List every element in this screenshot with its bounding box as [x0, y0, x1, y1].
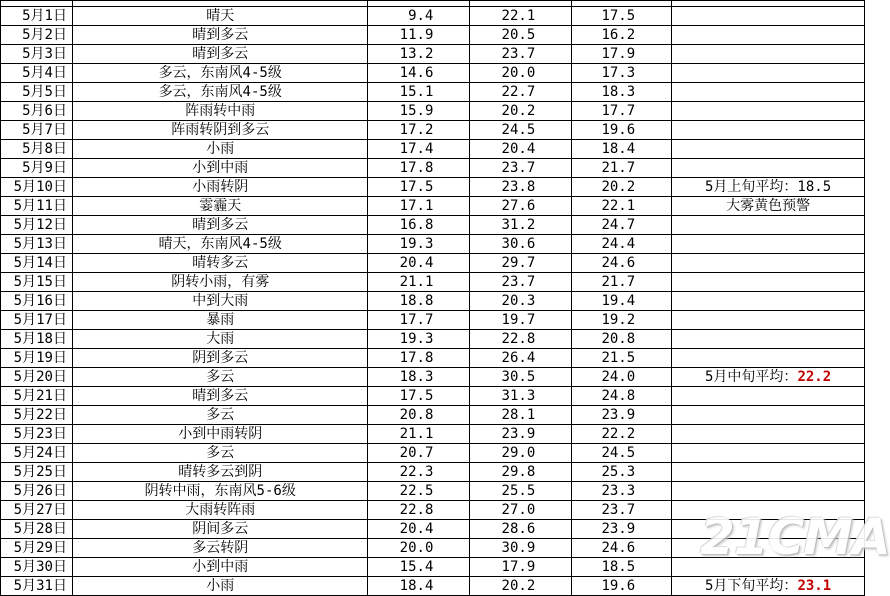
date-cell[interactable]: 5月12日	[1, 216, 73, 235]
weather-cell[interactable]: 晴天，东南风4-5级	[72, 235, 368, 254]
table-row	[1, 349, 865, 368]
avg-temp-cell[interactable]: 24.0	[572, 368, 672, 387]
low-temp-cell[interactable]: 20.7	[368, 444, 470, 463]
note-cell[interactable]	[672, 45, 865, 64]
weather-cell[interactable]: 多云	[72, 368, 368, 387]
table-row	[1, 444, 865, 463]
high-temp-cell[interactable]: 27.0	[470, 501, 572, 520]
note-cell[interactable]	[672, 444, 865, 463]
table-row	[1, 235, 865, 254]
avg-temp-cell[interactable]: 25.3	[572, 463, 672, 482]
date-cell[interactable]: 5月17日	[1, 311, 73, 330]
table-row	[1, 368, 865, 387]
weather-cell[interactable]: 多云，东南风4-5级	[72, 83, 368, 102]
high-temp-cell[interactable]: 24.5	[470, 121, 572, 140]
high-temp-cell[interactable]: 29.0	[470, 444, 572, 463]
high-temp-cell[interactable]: 20.3	[470, 292, 572, 311]
weather-cell[interactable]: 小雨	[72, 577, 368, 596]
avg-temp-cell[interactable]: 20.2	[572, 178, 672, 197]
weather-cell[interactable]: 晴转多云	[72, 254, 368, 273]
date-cell[interactable]: 5月26日	[1, 482, 73, 501]
high-temp-cell[interactable]: 23.9	[470, 425, 572, 444]
weather-cell[interactable]: 阴转小雨，有雾	[72, 273, 368, 292]
table-row	[1, 311, 865, 330]
date-cell[interactable]: 5月5日	[1, 83, 73, 102]
high-temp-cell[interactable]: 23.7	[470, 273, 572, 292]
avg-temp-cell[interactable]: 17.3	[572, 64, 672, 83]
avg-temp-cell[interactable]: 19.2	[572, 311, 672, 330]
table-row	[1, 273, 865, 292]
note-cell[interactable]	[672, 121, 865, 140]
high-temp-cell[interactable]: 23.7	[470, 45, 572, 64]
date-cell[interactable]: 5月20日	[1, 368, 73, 387]
weather-cell[interactable]: 阵雨转阴到多云	[72, 121, 368, 140]
table-row	[1, 425, 865, 444]
note-cell[interactable]	[672, 406, 865, 425]
note-average-value: 23.1	[797, 578, 832, 594]
avg-temp-cell[interactable]: 19.6	[572, 121, 672, 140]
high-temp-cell[interactable]: 25.5	[470, 482, 572, 501]
avg-temp-cell[interactable]: 24.4	[572, 235, 672, 254]
avg-temp-cell[interactable]: 18.3	[572, 83, 672, 102]
note-cell[interactable]	[672, 159, 865, 178]
date-cell[interactable]: 5月3日	[1, 45, 73, 64]
date-cell[interactable]: 5月21日	[1, 387, 73, 406]
watermark-logo: 21CMA	[700, 508, 890, 566]
table-row	[1, 140, 865, 159]
avg-temp-cell[interactable]: 24.5	[572, 444, 672, 463]
table-row	[1, 64, 865, 83]
low-temp-cell[interactable]: 13.2	[368, 45, 470, 64]
high-temp-cell[interactable]: 28.1	[470, 406, 572, 425]
date-cell[interactable]: 5月30日	[1, 558, 73, 577]
date-cell[interactable]: 5月24日	[1, 444, 73, 463]
high-temp-cell[interactable]: 20.4	[470, 140, 572, 159]
avg-temp-cell[interactable]: 24.6	[572, 539, 672, 558]
high-temp-cell[interactable]: 20.2	[470, 102, 572, 121]
date-cell[interactable]: 5月14日	[1, 254, 73, 273]
avg-temp-cell[interactable]: 21.7	[572, 159, 672, 178]
weather-cell[interactable]: 多云，东南风4-5级	[72, 64, 368, 83]
low-temp-cell[interactable]: 17.8	[368, 349, 470, 368]
date-cell[interactable]: 5月10日	[1, 178, 73, 197]
avg-temp-cell[interactable]: 21.5	[572, 349, 672, 368]
weather-cell[interactable]: 中到大雨	[72, 292, 368, 311]
table-row	[1, 387, 865, 406]
date-cell[interactable]: 5月8日	[1, 140, 73, 159]
weather-cell[interactable]: 小到中雨	[72, 159, 368, 178]
low-temp-cell[interactable]: 20.4	[368, 254, 470, 273]
table-row	[1, 197, 865, 216]
table-row	[1, 577, 865, 596]
avg-temp-cell[interactable]: 18.5	[572, 558, 672, 577]
low-temp-cell[interactable]: 20.0	[368, 539, 470, 558]
date-cell[interactable]: 5月25日	[1, 463, 73, 482]
table-row	[1, 216, 865, 235]
low-temp-cell[interactable]: 21.1	[368, 273, 470, 292]
avg-temp-cell[interactable]: 23.7	[572, 501, 672, 520]
avg-temp-cell[interactable]: 19.4	[572, 292, 672, 311]
table-row	[1, 45, 865, 64]
high-temp-cell[interactable]: 26.4	[470, 349, 572, 368]
note-cell[interactable]	[672, 83, 865, 102]
avg-temp-cell[interactable]: 24.7	[572, 216, 672, 235]
low-temp-cell[interactable]: 15.9	[368, 102, 470, 121]
note-cell[interactable]	[672, 292, 865, 311]
weather-cell[interactable]: 小雨转阴	[72, 178, 368, 197]
note-cell[interactable]	[672, 463, 865, 482]
high-temp-cell[interactable]: 31.2	[470, 216, 572, 235]
avg-temp-cell[interactable]: 22.2	[572, 425, 672, 444]
low-temp-cell[interactable]: 15.1	[368, 83, 470, 102]
date-cell[interactable]: 5月7日	[1, 121, 73, 140]
avg-temp-cell[interactable]: 17.5	[572, 7, 672, 26]
low-temp-cell[interactable]: 22.5	[368, 482, 470, 501]
low-temp-cell[interactable]: 20.8	[368, 406, 470, 425]
note-cell[interactable]	[672, 273, 865, 292]
date-cell[interactable]: 5月11日	[1, 197, 73, 216]
table-row	[1, 406, 865, 425]
low-temp-cell[interactable]: 11.9	[368, 26, 470, 45]
note-cell[interactable]	[672, 425, 865, 444]
date-cell[interactable]: 5月6日	[1, 102, 73, 121]
table-row	[1, 178, 865, 197]
high-temp-cell[interactable]: 20.2	[470, 577, 572, 596]
high-temp-cell[interactable]: 23.7	[470, 159, 572, 178]
low-temp-cell[interactable]: 18.3	[368, 368, 470, 387]
weather-cell[interactable]: 阴转中雨，东南风5-6级	[72, 482, 368, 501]
date-cell[interactable]: 5月16日	[1, 292, 73, 311]
low-temp-cell[interactable]: 17.5	[368, 387, 470, 406]
low-temp-cell[interactable]: 9.4	[368, 7, 470, 26]
high-temp-cell[interactable]: 20.0	[470, 64, 572, 83]
low-temp-cell[interactable]: 16.8	[368, 216, 470, 235]
table-row	[1, 121, 865, 140]
weather-cell[interactable]: 多云	[72, 444, 368, 463]
date-cell[interactable]: 5月28日	[1, 520, 73, 539]
high-temp-cell[interactable]: 29.8	[470, 463, 572, 482]
date-cell[interactable]: 5月27日	[1, 501, 73, 520]
weather-cell[interactable]: 小到中雨	[72, 558, 368, 577]
low-temp-cell[interactable]: 19.3	[368, 330, 470, 349]
weather-cell[interactable]: 晴到多云	[72, 45, 368, 64]
note-cell[interactable]: 大雾黄色预警	[672, 197, 865, 216]
date-cell[interactable]: 5月13日	[1, 235, 73, 254]
low-temp-cell[interactable]: 14.6	[368, 64, 470, 83]
weather-cell[interactable]: 霎霾天	[72, 197, 368, 216]
avg-temp-cell[interactable]: 21.7	[572, 273, 672, 292]
note-cell[interactable]	[672, 311, 865, 330]
high-temp-cell[interactable]: 31.3	[470, 387, 572, 406]
avg-temp-cell[interactable]: 16.2	[572, 26, 672, 45]
note-cell[interactable]	[672, 387, 865, 406]
high-temp-cell[interactable]: 17.9	[470, 558, 572, 577]
note-cell[interactable]	[672, 7, 865, 26]
note-cell[interactable]	[672, 216, 865, 235]
avg-temp-cell[interactable]: 24.6	[572, 254, 672, 273]
table-row	[1, 292, 865, 311]
weather-cell[interactable]: 大雨转阵雨	[72, 501, 368, 520]
note-cell[interactable]: 5月上旬平均：18.5	[672, 178, 865, 197]
high-temp-cell[interactable]: 19.7	[470, 311, 572, 330]
note-cell[interactable]: 5月下旬平均：23.1	[672, 577, 865, 596]
high-temp-cell[interactable]: 23.8	[470, 178, 572, 197]
high-temp-cell[interactable]: 29.7	[470, 254, 572, 273]
avg-temp-cell[interactable]: 23.3	[572, 482, 672, 501]
weather-cell[interactable]: 晴天	[72, 7, 368, 26]
table-row	[1, 26, 865, 45]
note-cell[interactable]	[672, 102, 865, 121]
table-row	[1, 463, 865, 482]
avg-temp-cell[interactable]: 17.9	[572, 45, 672, 64]
note-cell[interactable]	[672, 254, 865, 273]
weather-cell[interactable]: 多云转阴	[72, 539, 368, 558]
high-temp-cell[interactable]: 20.5	[470, 26, 572, 45]
weather-cell[interactable]: 暴雨	[72, 311, 368, 330]
high-temp-cell[interactable]: 27.6	[470, 197, 572, 216]
weather-cell[interactable]: 晴到多云	[72, 26, 368, 45]
date-cell[interactable]: 5月4日	[1, 64, 73, 83]
low-temp-cell[interactable]: 15.4	[368, 558, 470, 577]
date-cell[interactable]: 5月19日	[1, 349, 73, 368]
low-temp-cell[interactable]: 22.8	[368, 501, 470, 520]
note-cell[interactable]	[672, 140, 865, 159]
date-cell[interactable]: 5月23日	[1, 425, 73, 444]
avg-temp-cell[interactable]: 23.9	[572, 520, 672, 539]
date-cell[interactable]: 5月1日	[1, 7, 73, 26]
high-temp-cell[interactable]: 30.9	[470, 539, 572, 558]
table-row	[1, 83, 865, 102]
low-temp-cell[interactable]: 18.8	[368, 292, 470, 311]
note-cell[interactable]	[672, 26, 865, 45]
avg-temp-cell[interactable]: 23.9	[572, 406, 672, 425]
note-average-value: 22.2	[797, 369, 832, 385]
table-row	[1, 7, 865, 26]
table-row	[1, 159, 865, 178]
note-cell[interactable]	[672, 349, 865, 368]
weather-cell[interactable]: 晴到多云	[72, 216, 368, 235]
high-temp-cell[interactable]: 22.7	[470, 83, 572, 102]
date-cell[interactable]: 5月22日	[1, 406, 73, 425]
date-cell[interactable]: 5月15日	[1, 273, 73, 292]
avg-temp-cell[interactable]: 19.6	[572, 577, 672, 596]
low-temp-cell[interactable]: 21.1	[368, 425, 470, 444]
date-cell[interactable]: 5月31日	[1, 577, 73, 596]
date-cell[interactable]: 5月29日	[1, 539, 73, 558]
low-temp-cell[interactable]: 20.4	[368, 520, 470, 539]
avg-temp-cell[interactable]: 18.4	[572, 140, 672, 159]
note-cell[interactable]	[672, 482, 865, 501]
avg-temp-cell[interactable]: 24.8	[572, 387, 672, 406]
date-cell[interactable]: 5月9日	[1, 159, 73, 178]
high-temp-cell[interactable]: 30.6	[470, 235, 572, 254]
low-temp-cell[interactable]: 17.1	[368, 197, 470, 216]
low-temp-cell[interactable]: 22.3	[368, 463, 470, 482]
weather-cell[interactable]: 晴到多云	[72, 387, 368, 406]
table-row	[1, 254, 865, 273]
high-temp-cell[interactable]: 30.5	[470, 368, 572, 387]
date-cell[interactable]: 5月2日	[1, 26, 73, 45]
avg-temp-cell[interactable]: 17.7	[572, 102, 672, 121]
low-temp-cell[interactable]: 17.7	[368, 311, 470, 330]
date-cell[interactable]: 5月18日	[1, 330, 73, 349]
note-cell[interactable]	[672, 64, 865, 83]
low-temp-cell[interactable]: 19.3	[368, 235, 470, 254]
note-cell[interactable]: 5月中旬平均：22.2	[672, 368, 865, 387]
avg-temp-cell[interactable]: 20.8	[572, 330, 672, 349]
avg-temp-cell[interactable]: 22.1	[572, 197, 672, 216]
table-row	[1, 102, 865, 121]
table-row	[1, 482, 865, 501]
low-temp-cell[interactable]: 18.4	[368, 577, 470, 596]
weather-cell[interactable]: 小雨	[72, 140, 368, 159]
weather-cell[interactable]: 阴到多云	[72, 349, 368, 368]
table-row	[1, 330, 865, 349]
weather-cell[interactable]: 大雨	[72, 330, 368, 349]
high-temp-cell[interactable]: 28.6	[470, 520, 572, 539]
weather-cell[interactable]: 小到中雨转阴	[72, 425, 368, 444]
high-temp-cell[interactable]: 22.8	[470, 330, 572, 349]
low-temp-cell[interactable]: 17.5	[368, 178, 470, 197]
high-temp-cell[interactable]: 22.1	[470, 7, 572, 26]
low-temp-cell[interactable]: 17.8	[368, 159, 470, 178]
weather-cell[interactable]: 阵雨转中雨	[72, 102, 368, 121]
note-cell[interactable]	[672, 235, 865, 254]
weather-cell[interactable]: 晴转多云到阴	[72, 463, 368, 482]
weather-cell[interactable]: 阴间多云	[72, 520, 368, 539]
note-cell[interactable]	[672, 330, 865, 349]
low-temp-cell[interactable]: 17.2	[368, 121, 470, 140]
weather-cell[interactable]: 多云	[72, 406, 368, 425]
low-temp-cell[interactable]: 17.4	[368, 140, 470, 159]
